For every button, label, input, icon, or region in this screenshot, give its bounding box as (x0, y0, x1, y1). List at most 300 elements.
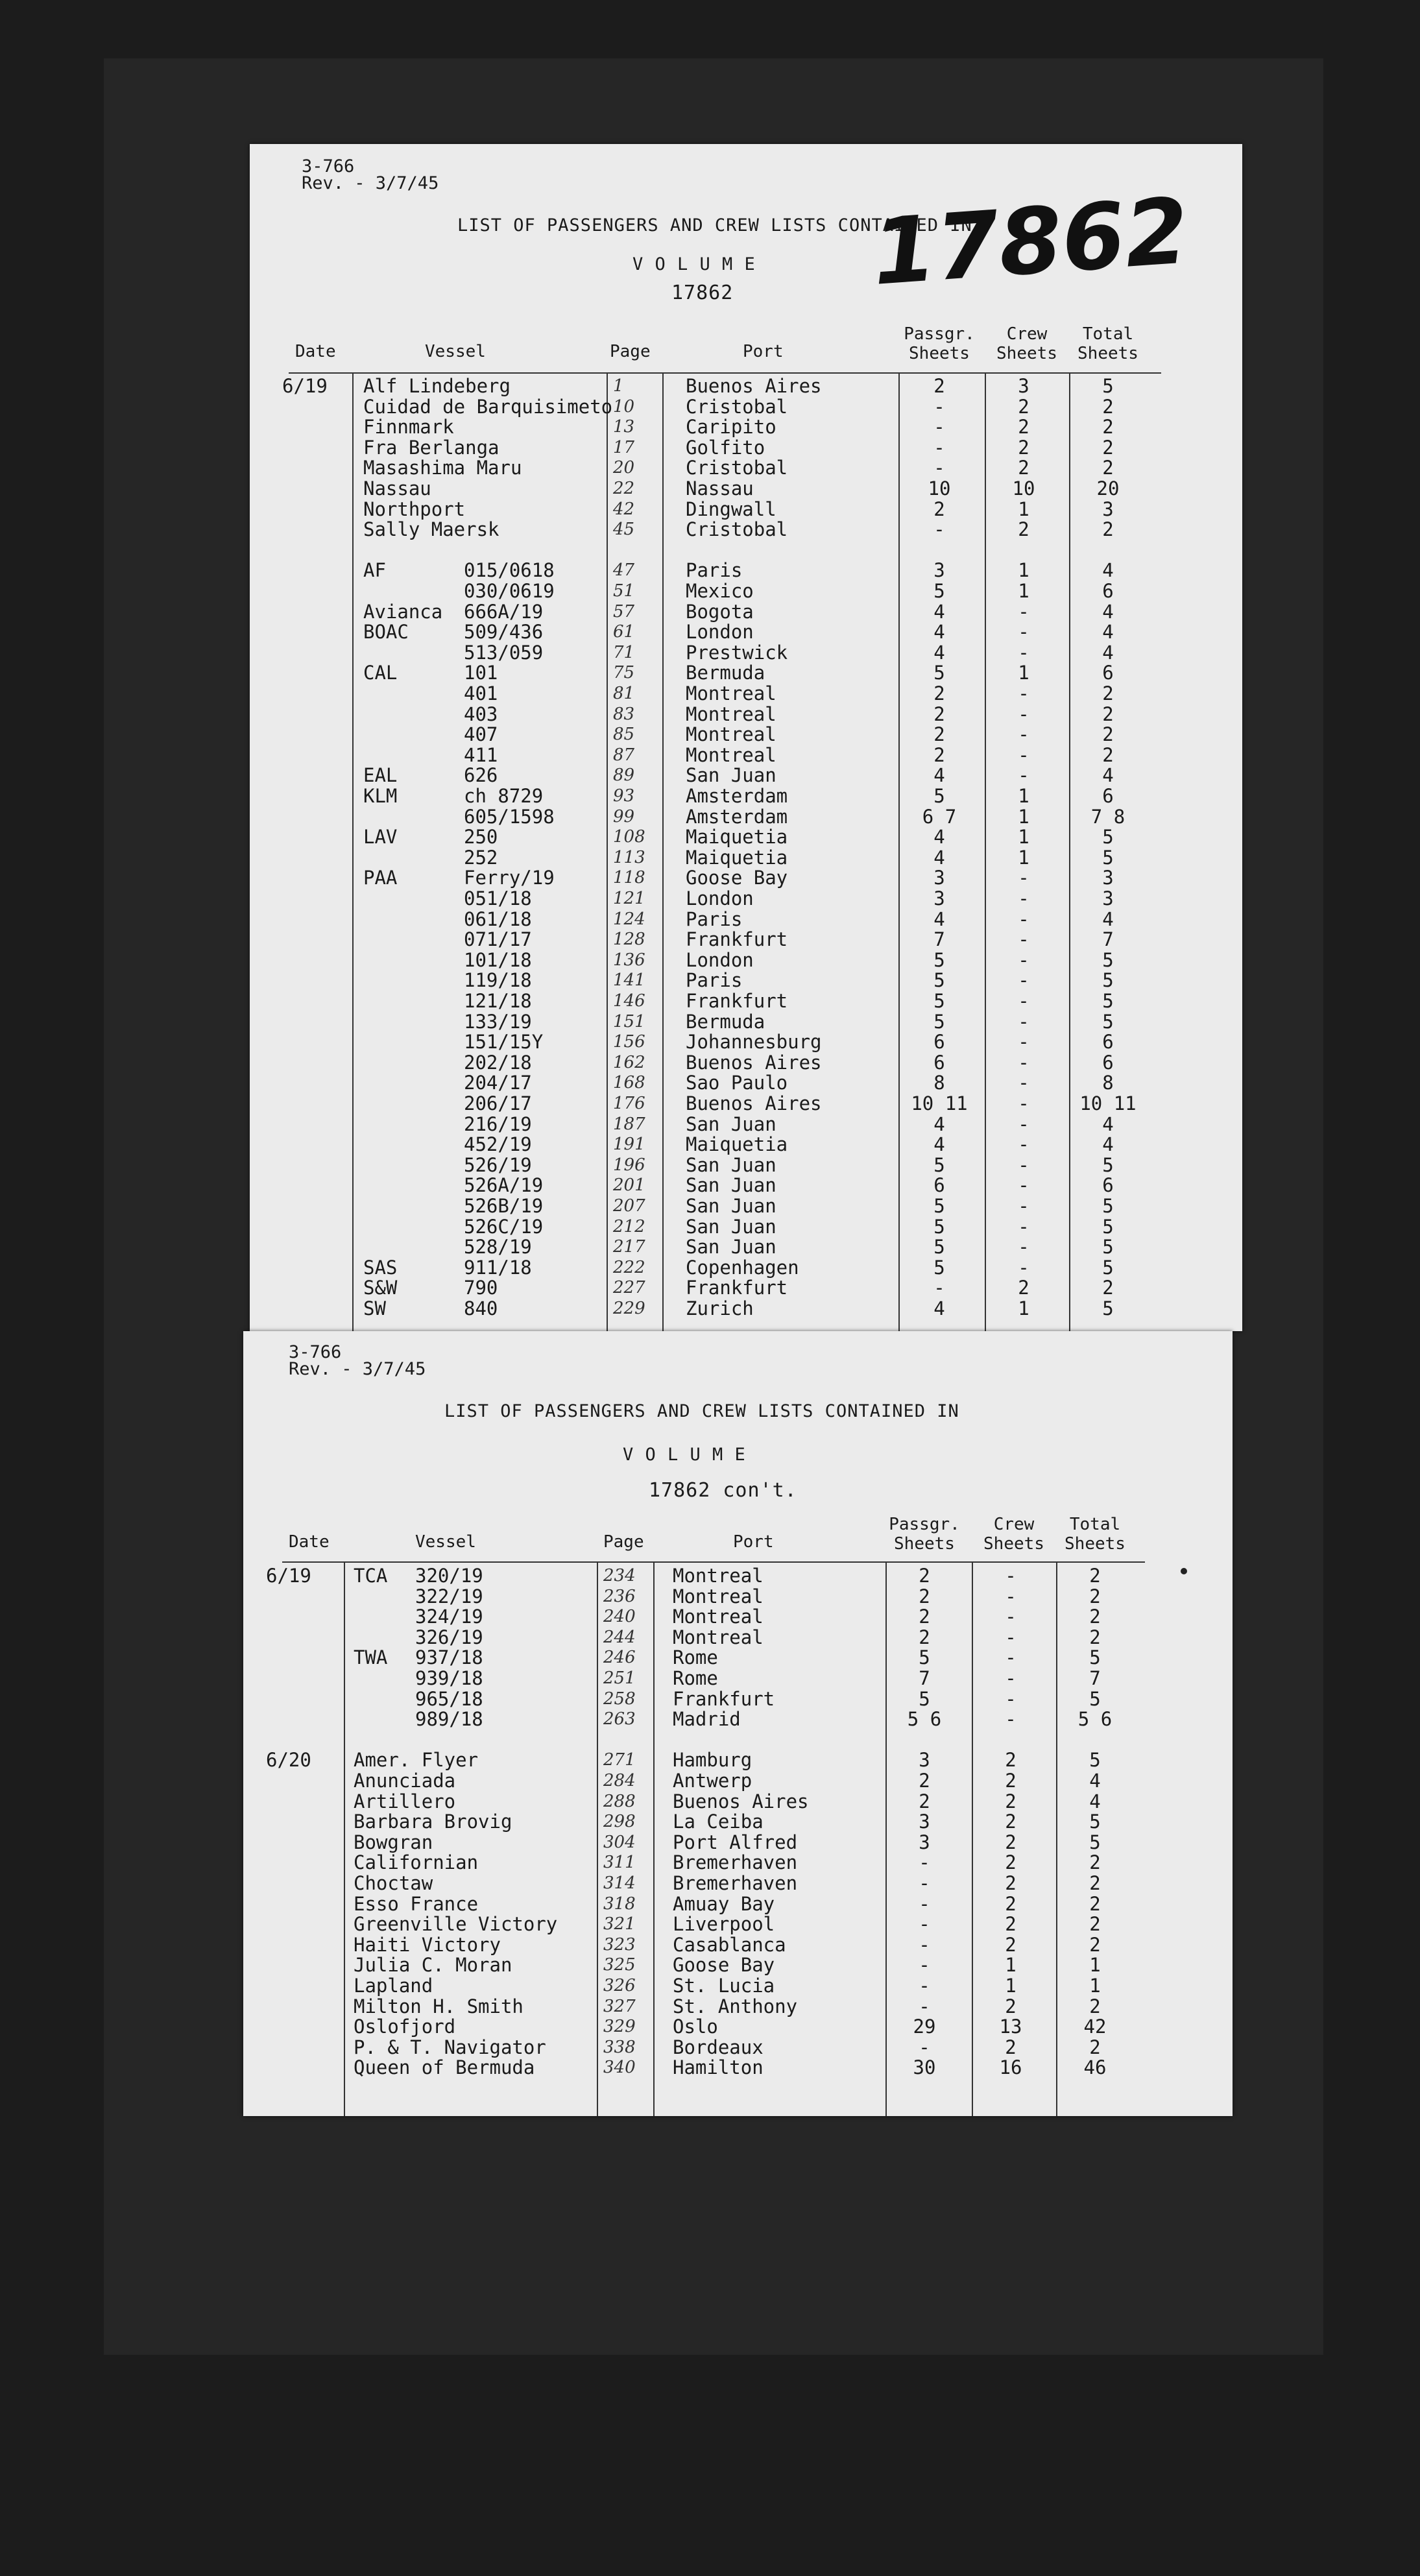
table-row (250, 581, 1242, 601)
table-row (243, 1894, 1233, 1914)
vessel-cell: Oslofjord (354, 2016, 456, 2038)
table-row (243, 1771, 1233, 1791)
port-cell: Oslo (673, 2016, 718, 2038)
table-row (250, 376, 1242, 396)
passgr-cell: - (933, 395, 945, 418)
table-row (250, 991, 1242, 1011)
total-cell: 4 (1102, 559, 1114, 582)
table-row (250, 930, 1242, 950)
total-cell: 3 (1102, 867, 1114, 889)
port-cell: Prestwick (686, 641, 788, 664)
crew-cell: - (1018, 703, 1029, 725)
crew-cell: - (1018, 1092, 1029, 1114)
page-cell: 246 (603, 1648, 636, 1668)
volume-number: 17862 con't. (649, 1479, 797, 1502)
crew-cell: 2 (1018, 518, 1029, 541)
crew-cell: - (1018, 990, 1029, 1012)
volume-sheet-1 (250, 144, 1242, 1331)
port-cell: Montreal (686, 682, 776, 704)
port-cell: San Juan (686, 1236, 776, 1258)
port-cell: Bremerhaven (673, 1851, 798, 1874)
total-cell: 2 (1089, 1606, 1101, 1628)
flight-cell: 015/0618 (464, 559, 555, 582)
total-cell: 5 (1102, 969, 1114, 992)
revision-date: Rev. - 3/7/45 (289, 1359, 426, 1379)
table-row (250, 520, 1242, 540)
flight-cell: 101 (464, 662, 498, 684)
crew-cell: - (1018, 743, 1029, 766)
crew-cell: - (1018, 1236, 1029, 1258)
crew-cell: - (1005, 1687, 1017, 1710)
port-cell: Golfito (686, 436, 765, 459)
list-title: LIST OF PASSENGERS AND CREW LISTS CONTAINED IN (444, 1401, 959, 1421)
passgr-cell: 3 (919, 1811, 930, 1833)
crew-cell: 3 (1018, 375, 1029, 397)
crew-cell: - (1018, 867, 1029, 889)
crew-cell: 2 (1018, 457, 1029, 479)
crew-cell: 13 (999, 2016, 1022, 2038)
header-page: Page (603, 1532, 644, 1552)
vessel-cell: Fra Berlanga (363, 436, 499, 459)
total-cell: 5 (1102, 846, 1114, 869)
page-cell: 118 (613, 868, 645, 888)
table-row (250, 458, 1242, 478)
port-cell: Buenos Aires (686, 1051, 822, 1074)
vessel-cell: Masashima Maru (363, 457, 522, 479)
vessel-cell: CAL (363, 662, 398, 684)
passgr-cell: 29 (913, 2016, 936, 2038)
page-cell: 311 (603, 1853, 636, 1873)
page-cell: 22 (613, 479, 635, 498)
total-cell: 6 (1102, 785, 1114, 807)
table-row (243, 1833, 1233, 1853)
table-row (250, 684, 1242, 704)
port-cell: Dingwall (686, 498, 776, 520)
port-cell: Paris (686, 908, 743, 930)
entries-table-1 (250, 376, 1242, 1330)
flight-cell: 121/18 (464, 990, 532, 1012)
volume-number: 17862 (671, 282, 734, 304)
passgr-cell: - (933, 518, 945, 541)
table-row (250, 500, 1242, 520)
passgr-cell: - (919, 1872, 930, 1894)
page-cell: 271 (603, 1750, 636, 1770)
page-cell: 327 (603, 1996, 636, 2016)
crew-cell: 2 (1005, 1995, 1017, 2017)
total-cell: 4 (1102, 1113, 1114, 1135)
table-row (243, 1812, 1233, 1832)
table-row (250, 397, 1242, 417)
table-row (243, 1873, 1233, 1894)
table-row (250, 1155, 1242, 1175)
table-row (243, 1792, 1233, 1812)
passgr-cell: 10 11 (911, 1092, 968, 1114)
page-cell: 325 (603, 1955, 636, 1975)
crew-cell: - (1018, 1113, 1029, 1135)
entries-table-2 (243, 1566, 1233, 2111)
flight-cell: 250 (464, 826, 498, 849)
passgr-cell: 5 6 (907, 1708, 942, 1731)
passgr-cell: 2 (933, 375, 945, 397)
flight-cell: 101/18 (464, 948, 532, 971)
vessel-cell: LAV (363, 826, 398, 849)
flight-cell: 407 (464, 723, 498, 746)
total-cell: 2 (1089, 1933, 1101, 1956)
table-row (250, 438, 1242, 458)
port-cell: Maiquetia (686, 826, 788, 849)
table-row (250, 765, 1242, 786)
header-rule (289, 372, 1161, 374)
list-title: LIST OF PASSENGERS AND CREW LISTS CONTAINED IN (457, 215, 972, 235)
passgr-cell: 6 (933, 1174, 945, 1197)
page-cell: 323 (603, 1934, 636, 1955)
passgr-cell: - (919, 1975, 930, 1997)
port-cell: Amsterdam (686, 785, 788, 807)
passgr-cell: 5 (933, 1010, 945, 1033)
passgr-cell: 2 (919, 1606, 930, 1628)
header-passgr: Passgr. Sheets (904, 324, 975, 363)
page-cell: 222 (613, 1257, 645, 1277)
vessel-cell: Bowgran (354, 1831, 433, 1853)
crew-cell: - (1018, 948, 1029, 971)
flight-cell: 202/18 (464, 1051, 532, 1074)
vessel-cell: Haiti Victory (354, 1933, 501, 1956)
page-cell: 212 (613, 1216, 645, 1236)
table-row (243, 1955, 1233, 1975)
passgr-cell: 5 (933, 1236, 945, 1258)
page-cell: 326 (603, 1976, 636, 1995)
port-cell: Cristobal (686, 518, 788, 541)
total-cell: 2 (1089, 1565, 1101, 1587)
page-cell: 121 (613, 889, 645, 908)
page-cell: 244 (603, 1627, 636, 1647)
total-cell: 5 (1102, 1256, 1114, 1279)
page-cell: 113 (613, 847, 645, 867)
port-cell: Mexico (686, 580, 754, 602)
crew-cell: - (1018, 600, 1029, 623)
flight-cell: 605/1598 (464, 805, 555, 828)
vessel-cell: Lapland (354, 1975, 433, 1997)
vessel-cell: Barbara Brovig (354, 1811, 512, 1833)
header-crew: Crew Sheets (996, 324, 1057, 363)
crew-cell: - (1018, 621, 1029, 644)
table-row (243, 1914, 1233, 1934)
vessel-cell: Finnmark (363, 416, 454, 439)
flight-cell: 326/19 (415, 1626, 483, 1648)
table-row (250, 1135, 1242, 1155)
page-cell: 318 (603, 1894, 636, 1914)
passgr-cell: 4 (933, 641, 945, 664)
port-cell: Johannesburg (686, 1031, 822, 1053)
port-cell: Bermuda (686, 1010, 765, 1033)
header-port: Port (733, 1532, 774, 1552)
table-row (250, 663, 1242, 683)
passgr-cell: 4 (933, 1133, 945, 1156)
page-cell: 42 (613, 499, 635, 519)
crew-cell: 2 (1005, 1811, 1017, 1833)
crew-cell: - (1018, 641, 1029, 664)
total-cell: 5 (1102, 1010, 1114, 1033)
port-cell: Paris (686, 559, 743, 582)
table-row (243, 1853, 1233, 1873)
port-cell: Nassau (686, 477, 754, 500)
total-cell: 2 (1102, 395, 1114, 418)
passgr-cell: 2 (933, 743, 945, 766)
header-vessel: Vessel (425, 342, 486, 361)
port-cell: Frankfurt (673, 1687, 775, 1710)
passgr-cell: 5 (919, 1646, 930, 1669)
port-cell: Casablanca (673, 1933, 786, 1956)
port-cell: Buenos Aires (686, 1092, 822, 1114)
passgr-cell: 2 (933, 723, 945, 746)
total-cell: 2 (1102, 723, 1114, 746)
total-cell: 5 (1089, 1831, 1101, 1853)
passgr-cell: 2 (933, 682, 945, 704)
total-cell: 7 8 (1090, 805, 1125, 828)
table-row (250, 970, 1242, 991)
port-cell: Rome (673, 1646, 718, 1669)
total-cell: 2 (1089, 1995, 1101, 2017)
page-cell: 156 (613, 1032, 645, 1052)
vessel-cell: P. & T. Navigator (354, 2036, 546, 2058)
port-cell: Paris (686, 969, 743, 992)
total-cell: 20 (1096, 477, 1120, 500)
port-cell: Maiquetia (686, 846, 788, 869)
vessel-cell: Esso France (354, 1892, 479, 1915)
form-number: 3-766 (302, 156, 355, 176)
passgr-cell: 7 (933, 928, 945, 951)
crew-cell: - (1018, 1031, 1029, 1053)
port-cell: Zurich (686, 1297, 754, 1319)
page-cell: 263 (603, 1709, 636, 1729)
total-cell: 2 (1089, 1872, 1101, 1894)
flight-cell: 937/18 (415, 1646, 483, 1669)
port-cell: San Juan (686, 764, 776, 787)
page-cell: 151 (613, 1011, 645, 1031)
header-total: Total Sheets (1065, 1515, 1125, 1554)
page-cell: 227 (613, 1278, 645, 1298)
total-cell: 6 (1102, 662, 1114, 684)
crew-cell: - (1018, 1072, 1029, 1094)
table-row (243, 2058, 1233, 2078)
total-cell: 4 (1102, 600, 1114, 623)
total-cell: 2 (1102, 416, 1114, 439)
header-vessel: Vessel (415, 1532, 476, 1552)
passgr-cell: 5 (933, 1195, 945, 1217)
passgr-cell: 4 (933, 1113, 945, 1135)
vessel-cell: Milton H. Smith (354, 1995, 523, 2017)
port-cell: Liverpool (673, 1913, 775, 1936)
flight-cell: 322/19 (415, 1585, 483, 1607)
table-row (250, 1012, 1242, 1032)
passgr-cell: 5 (919, 1687, 930, 1710)
vessel-cell: PAA (363, 867, 398, 889)
flight-cell: 526A/19 (464, 1174, 544, 1197)
port-cell: Montreal (686, 743, 776, 766)
passgr-cell: - (919, 1954, 930, 1977)
table-row (250, 848, 1242, 868)
header-date: Date (295, 342, 336, 361)
flight-cell: ch 8729 (464, 785, 544, 807)
passgr-cell: 3 (933, 887, 945, 909)
table-row (250, 560, 1242, 581)
port-cell: San Juan (686, 1153, 776, 1176)
passgr-cell: 8 (933, 1072, 945, 1094)
port-cell: Goose Bay (673, 1954, 775, 1977)
flight-cell: 840 (464, 1297, 498, 1319)
page-cell: 251 (603, 1668, 636, 1688)
flight-cell: 790 (464, 1277, 498, 1299)
crew-cell: 2 (1005, 1892, 1017, 1915)
crew-cell: 1 (1018, 826, 1029, 849)
total-cell: 4 (1102, 1133, 1114, 1156)
total-cell: 5 (1102, 1195, 1114, 1217)
flight-cell: 911/18 (464, 1256, 532, 1279)
page-cell: 17 (613, 437, 635, 457)
table-row (250, 1237, 1242, 1257)
port-cell: Antwerp (673, 1770, 752, 1792)
total-cell: 1 (1089, 1975, 1101, 1997)
crew-cell: 1 (1018, 846, 1029, 869)
port-cell: Cristobal (686, 457, 788, 479)
passgr-cell: - (919, 1933, 930, 1956)
table-row (250, 1032, 1242, 1052)
port-cell: Frankfurt (686, 1277, 788, 1299)
port-cell: London (686, 948, 754, 971)
crew-cell: 1 (1018, 498, 1029, 520)
crew-cell: 2 (1005, 1913, 1017, 1936)
passgr-cell: 5 (933, 948, 945, 971)
port-cell: Hamburg (673, 1749, 752, 1772)
page-cell: 298 (603, 1812, 636, 1832)
port-cell: Montreal (673, 1626, 764, 1648)
total-cell: 2 (1102, 518, 1114, 541)
table-row (243, 1750, 1233, 1770)
passgr-cell: 3 (919, 1749, 930, 1772)
total-cell: 2 (1102, 682, 1114, 704)
total-cell: 5 (1102, 375, 1114, 397)
passgr-cell: - (919, 1851, 930, 1874)
total-cell: 2 (1102, 703, 1114, 725)
page-cell: 51 (613, 581, 635, 601)
port-cell: Bordeaux (673, 2036, 764, 2058)
page-cell: 85 (613, 725, 635, 745)
table-row (250, 1217, 1242, 1237)
passgr-cell: 4 (933, 908, 945, 930)
vessel-cell: Sally Maersk (363, 518, 499, 541)
passgr-cell: 2 (933, 703, 945, 725)
total-cell: 1 (1089, 1954, 1101, 1977)
flight-cell: 989/18 (415, 1708, 483, 1731)
total-cell: 2 (1089, 1851, 1101, 1874)
page-cell: 146 (613, 991, 645, 1011)
port-cell: Buenos Aires (686, 375, 822, 397)
flight-cell: Ferry/19 (464, 867, 555, 889)
page-cell: 258 (603, 1689, 636, 1709)
total-cell: 4 (1102, 621, 1114, 644)
port-cell: Copenhagen (686, 1256, 799, 1279)
table-row (250, 889, 1242, 909)
port-cell: St. Lucia (673, 1975, 775, 1997)
page-cell: 191 (613, 1135, 645, 1155)
flight-cell: 061/18 (464, 908, 532, 930)
passgr-cell: 2 (933, 498, 945, 520)
crew-cell: - (1005, 1646, 1017, 1669)
page-cell: 99 (613, 806, 635, 826)
flight-cell: 216/19 (464, 1113, 532, 1135)
page-cell: 196 (613, 1155, 645, 1175)
port-cell: Montreal (686, 703, 776, 725)
passgr-cell: - (933, 416, 945, 439)
page-cell: 75 (613, 663, 635, 683)
port-cell: San Juan (686, 1174, 776, 1197)
table-row (250, 1053, 1242, 1073)
table-row (250, 1299, 1242, 1319)
total-cell: 7 (1102, 928, 1114, 951)
total-cell: 6 (1102, 580, 1114, 602)
port-cell: London (686, 621, 754, 644)
port-cell: Cristobal (686, 395, 788, 418)
flight-cell: 030/0619 (464, 580, 555, 602)
page-cell: 229 (613, 1299, 645, 1318)
port-cell: Port Alfred (673, 1831, 798, 1853)
header-crew: Crew Sheets (983, 1515, 1044, 1554)
table-row (250, 827, 1242, 847)
total-cell: 3 (1102, 887, 1114, 909)
table-row (243, 1628, 1233, 1648)
passgr-cell: 5 (933, 969, 945, 992)
crew-cell: - (1018, 1215, 1029, 1238)
volume-label: V O L U M E (623, 1445, 746, 1465)
passgr-cell: 6 7 (922, 805, 957, 828)
crew-cell: 2 (1005, 1790, 1017, 1812)
page-cell: 187 (613, 1114, 645, 1134)
total-cell: 6 (1102, 1031, 1114, 1053)
total-cell: 5 (1089, 1687, 1101, 1710)
vessel-cell: BOAC (363, 621, 409, 644)
crew-cell: - (1005, 1606, 1017, 1628)
passgr-cell: 30 (913, 2056, 936, 2079)
table-row (250, 745, 1242, 765)
total-cell: 4 (1102, 641, 1114, 664)
crew-cell: 2 (1018, 1277, 1029, 1299)
table-row (250, 807, 1242, 827)
port-cell: La Ceiba (673, 1811, 764, 1833)
total-cell: 2 (1089, 1913, 1101, 1936)
page-cell: 128 (613, 930, 645, 950)
flight-cell: 071/17 (464, 928, 532, 951)
passgr-cell: 4 (933, 600, 945, 623)
page-cell: 162 (613, 1052, 645, 1072)
port-cell: Montreal (673, 1606, 764, 1628)
crew-cell: 1 (1018, 785, 1029, 807)
crew-cell: 16 (999, 2056, 1022, 2079)
port-cell: Maiquetia (686, 1133, 788, 1156)
vessel-cell: Amer. Flyer (354, 1749, 479, 1772)
crew-cell: - (1018, 887, 1029, 909)
crew-cell: - (1018, 1153, 1029, 1176)
flight-cell: 051/18 (464, 887, 532, 909)
passgr-cell: 5 (933, 580, 945, 602)
port-cell: Bogota (686, 600, 754, 623)
table-row (250, 643, 1242, 663)
crew-cell: 1 (1018, 1297, 1029, 1319)
port-cell: Montreal (673, 1565, 764, 1587)
page-cell: 87 (613, 745, 635, 765)
passgr-cell: 2 (919, 1626, 930, 1648)
crew-cell: 1 (1018, 559, 1029, 582)
page-cell: 201 (613, 1175, 645, 1196)
